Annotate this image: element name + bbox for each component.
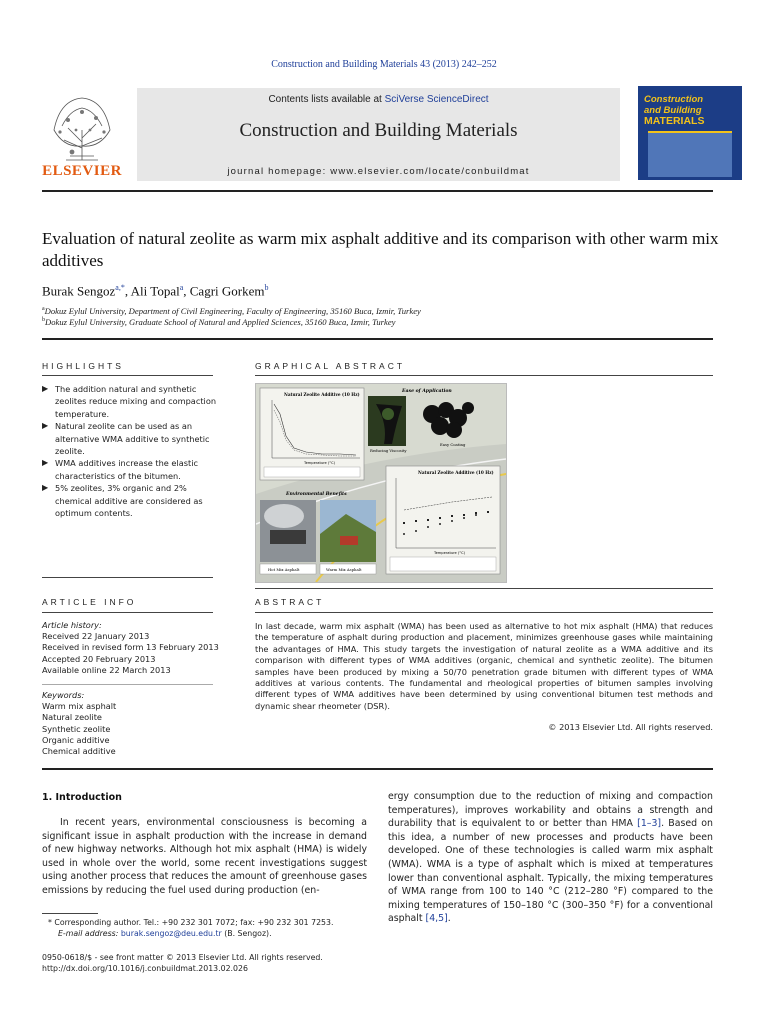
chart2-xlabel: Temperature (°C) xyxy=(434,551,466,555)
list-item xyxy=(42,420,217,457)
author-affil-sup[interactable]: b xyxy=(264,283,269,292)
history-accepted: Accepted 20 February 2013 xyxy=(42,653,156,664)
publisher-name: ELSEVIER xyxy=(42,163,122,179)
list-item xyxy=(42,383,217,420)
author-name[interactable]: Burak Sengoz xyxy=(42,283,116,299)
citation-link[interactable]: [1–3] xyxy=(637,818,662,830)
triangle-bullet-icon: ▶ xyxy=(42,458,49,468)
email-link[interactable]: burak.sengoz@deu.edu.tr xyxy=(120,929,222,938)
highlight-text: WMA additives increase the elastic characteristics of the bitumen. xyxy=(55,458,199,481)
highlight-text: The addition natural and synthetic zeolites reduce mixing and compaction temperature. xyxy=(55,384,217,419)
hma-label: Hot Mix Asphalt xyxy=(268,567,300,572)
journal-homepage[interactable]: journal homepage: www.elsevier.com/locate/conbuildmat xyxy=(227,166,530,177)
environmental-label: Environmental Benefits xyxy=(286,492,347,497)
article-history-label: Article history: xyxy=(42,620,102,630)
abstract-copyright: © 2013 Elsevier Ltd. All rights reserved. xyxy=(548,722,713,732)
highlight-text: Natural zeolite can be used as an alternative WMA additive to synthetic zeolite. xyxy=(55,421,210,457)
graphical-abstract-figure[interactable] xyxy=(255,383,507,583)
chart1-xlabel: Temperature (°C) xyxy=(304,461,336,465)
chart2-title: Natural Zeolite Additive (10 Hz) xyxy=(418,470,494,475)
history-online: Available online 22 March 2013 xyxy=(42,664,171,675)
abstract-rule xyxy=(255,612,713,613)
email-line xyxy=(58,928,272,939)
journal-title: Construction and Building Materials xyxy=(239,120,518,141)
graphical-abstract-bottom-rule xyxy=(255,588,713,589)
coating-label: Easy Coating xyxy=(440,442,466,447)
keywords-block xyxy=(42,690,116,757)
intro-right-column xyxy=(388,790,713,926)
email-suffix: (B. Sengoz). xyxy=(221,929,272,938)
contents-prefix: Contents lists available at xyxy=(268,94,385,105)
intro-text: ergy consumption due to the reduction of mixing and compaction temperatures), improves workability and obtains a strength and durability that is equivalent to or better than HMA xyxy=(388,791,713,830)
highlights-heading: HIGHLIGHTS xyxy=(42,361,124,371)
cover-image xyxy=(648,131,732,177)
highlights-list xyxy=(42,383,217,519)
abstract-text: In last decade, warm mix asphalt (WMA) has been used as alternative to hot mix asphalt (HMA) that reduces the temperature of asphalt during production and placement, minimizes greenhouse gases while maintaining the advantages of HMA. This study targets the investigation of natural zeolite as a WMA additive and its comparison with different types of WMA additives (organic, chemical and synthetic zeolite). The bitumen samples have been produced by mixing a 50/70 penetration grade bitumen with different types of WMA additives at various contents. The fundamental and rheological properties of bitumen samples involving different types of WMA additives have been determined by using conventional bitumen test methods and dynamic shear rheometer (DSR). xyxy=(255,621,713,711)
title-divider xyxy=(42,338,713,340)
keywords-label: Keywords: xyxy=(42,690,85,700)
chart1-title: Natural Zeolite Additive (10 Hz) xyxy=(284,392,360,397)
sciencedirect-link[interactable]: SciVerse ScienceDirect xyxy=(384,94,489,105)
affiliation-text: Dokuz Eylul University, Graduate School of Natural and Applied Sciences, 35160 Buca, Izmir, Turkey xyxy=(45,317,396,327)
journal-reference[interactable]: Construction and Building Materials 43 (2013) 242–252 xyxy=(271,59,497,70)
email-label: E-mail address: xyxy=(58,929,121,938)
graphical-abstract-rule xyxy=(255,375,713,376)
author-name[interactable]: Cagri Gorkem xyxy=(189,283,265,299)
ease-label: Ease of Application xyxy=(402,389,452,394)
keyword-item: Natural zeolite xyxy=(42,712,102,723)
viscosity-label: Reducing Viscosity xyxy=(370,448,407,453)
doi-link[interactable]: http://dx.doi.org/10.1016/j.conbuildmat.2013.02.026 xyxy=(42,964,248,973)
keyword-item: Chemical additive xyxy=(42,746,116,757)
intro-text: . xyxy=(447,913,451,925)
keyword-item: Organic additive xyxy=(42,734,110,745)
highlights-rule xyxy=(42,375,213,376)
affiliation-sup: b xyxy=(42,317,45,324)
triangle-bullet-icon: ▶ xyxy=(42,483,49,493)
wma-label: Warm Mix Asphalt xyxy=(326,567,362,572)
list-item xyxy=(42,457,217,482)
affiliation-sup: a xyxy=(42,306,45,313)
author-list: Burak Sengoz$^{a,*}$, Ali Topal$^a$, Cagri Gorkem$^b$ xyxy=(42,283,269,299)
history-received: Received 22 January 2013 xyxy=(42,631,150,642)
contents-line xyxy=(137,94,620,105)
citation-link[interactable]: [4,5] xyxy=(425,913,448,925)
article-info-rule xyxy=(42,612,213,613)
article-history xyxy=(42,620,219,676)
footnote-rule xyxy=(42,913,98,914)
graphical-abstract-heading: GRAPHICAL ABSTRACT xyxy=(255,361,406,371)
triangle-bullet-icon: ▶ xyxy=(42,421,49,431)
history-revised: Received in revised form 13 February 2013 xyxy=(42,642,219,653)
front-matter-divider xyxy=(42,768,713,770)
section-heading-introduction: 1. Introduction xyxy=(42,792,122,803)
article-title: Evaluation of natural zeolite as warm mix asphalt additive and its comparison with other warm mix additives xyxy=(42,229,719,270)
affiliation-text: Dokuz Eylul University, Department of Civil Engineering, Faculty of Engineering, 35160 Buca, Izmir, Turkey xyxy=(44,306,421,316)
cover-line-1: Construction xyxy=(644,94,704,105)
issn-line: 0950-0618/$ - see front matter © 2013 Elsevier Ltd. All rights reserved. xyxy=(42,953,323,962)
corresponding-author-note: * Corresponding author. Tel.: +90 232 301 7072; fax: +90 232 301 7253. xyxy=(48,918,334,927)
author-name[interactable]: Ali Topal xyxy=(130,283,180,299)
cover-line-3: MATERIALS xyxy=(644,115,705,127)
history-keywords-divider xyxy=(42,684,213,685)
intro-left-column: In recent years, environmental consciousness is becoming a significant issue in asphalt production with the increase in demand of new highway networks. Although hot mix asphalt (HMA) is widely used in whole over the world, some recent investigations suggest using another process that reduces the amount of greenhouse gases emissions by reducing the fuel used during production (en- xyxy=(42,817,367,896)
intro-text: . Based on this idea, a number of new processes and products have been developed. One of these technologies is called warm mix asphalt (WMA). WMA is a type of asphalt which is mixed at temperatures lower than conventional asphalt. Typically, the mixing temperatures of WMA range from 100 to 140 °C (212–280 °F) compared to the mixing temperatures of 150–180 °C (300–350 °F) for a conventional asphalt xyxy=(388,818,713,925)
header-divider xyxy=(42,190,713,192)
article-info-heading: ARTICLE INFO xyxy=(42,597,137,607)
graphical-abstract-illustration xyxy=(256,384,506,582)
cover-line-2: and Building xyxy=(644,105,702,116)
affiliation-b xyxy=(42,317,395,327)
affiliation-a xyxy=(42,306,421,316)
author-affil-sup[interactable]: a,* xyxy=(115,283,125,292)
keyword-item: Synthetic zeolite xyxy=(42,723,111,734)
triangle-bullet-icon: ▶ xyxy=(42,384,49,393)
author-affil-sup[interactable]: a xyxy=(179,283,184,292)
journal-cover-thumbnail[interactable] xyxy=(638,86,742,180)
abstract-heading: ABSTRACT xyxy=(255,597,325,607)
list-item xyxy=(42,482,217,519)
highlights-bottom-rule xyxy=(42,577,213,578)
keyword-item: Warm mix asphalt xyxy=(42,701,117,712)
highlight-text: 5% zeolites, 3% organic and 2% chemical additive are considered as optimum contents. xyxy=(55,483,203,519)
